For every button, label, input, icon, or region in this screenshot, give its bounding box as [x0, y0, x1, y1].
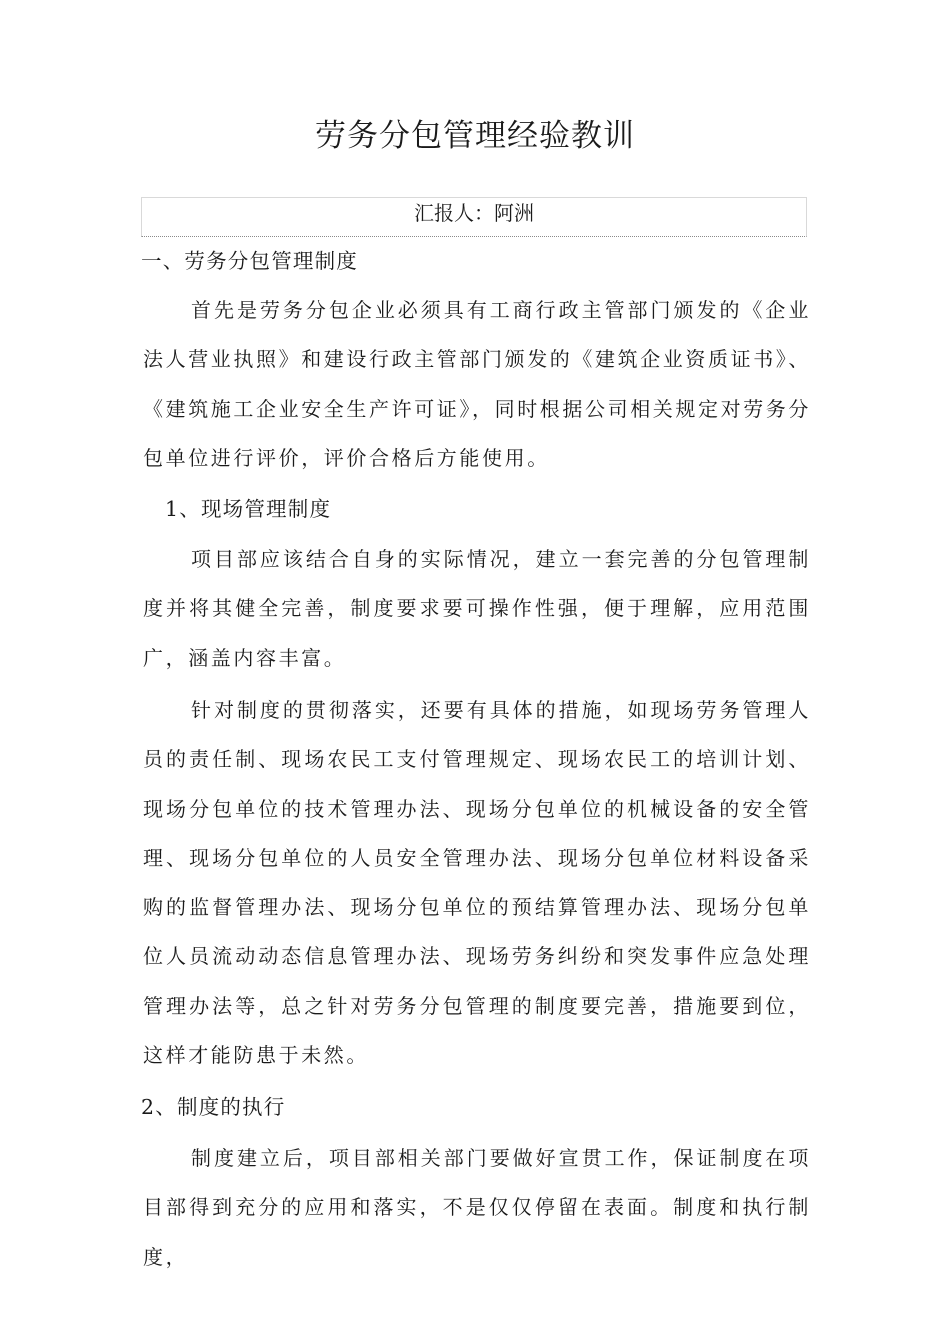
- subsection-2-paragraph: 制度建立后，项目部相关部门要做好宣贯工作，保证制度在项目部得到充分的应用和落实，不是仅仅停留在表面。制度和执行制度，: [143, 1146, 811, 1269]
- section-1-paragraph: 首先是劳务分包企业必须具有工商行政主管部门颁发的《企业法人营业执照》和建设行政主管部门颁发的《建筑企业资质证书》、《建筑施工企业安全生产许可证》，同时根据公司相关规定对劳务分包单位进行评价，评价合格后方能使用。: [143, 298, 811, 470]
- subsection-1-paragraph-1: 项目部应该结合自身的实际情况，建立一套完善的分包管理制度并将其健全完善，制度要求要可操作性强，便于理解，应用范围广，涵盖内容丰富。: [143, 547, 811, 670]
- section-heading-1: 一、劳务分包管理制度: [141, 249, 358, 273]
- subsection-heading-2: 2、制度的执行: [141, 1095, 286, 1119]
- reporter-box: [141, 197, 807, 237]
- subsection-heading-1: 1、现场管理制度: [165, 497, 332, 521]
- document-title: 劳务分包管理经验教训: [315, 118, 635, 154]
- subsection-1-paragraph-2: 针对制度的贯彻落实，还要有具体的措施，如现场劳务管理人员的责任制、现场农民工支付管理规定、现场农民工的培训计划、现场分包单位的技术管理办法、现场分包单位的机械设备的安全管理、现场分包单位的人员安全管理办法、现场分包单位材料设备采购的监督管理办法、现场分包单位的预结算管理办法、现场分包单位人员流动动态信息管理办法、现场劳务纠纷和突发事件应急处理管理办法等，总之针对劳务分包管理的制度要完善，措施要到位，这样才能防患于未然。: [143, 698, 811, 1068]
- reporter-line: 汇报人：阿洲: [414, 201, 534, 225]
